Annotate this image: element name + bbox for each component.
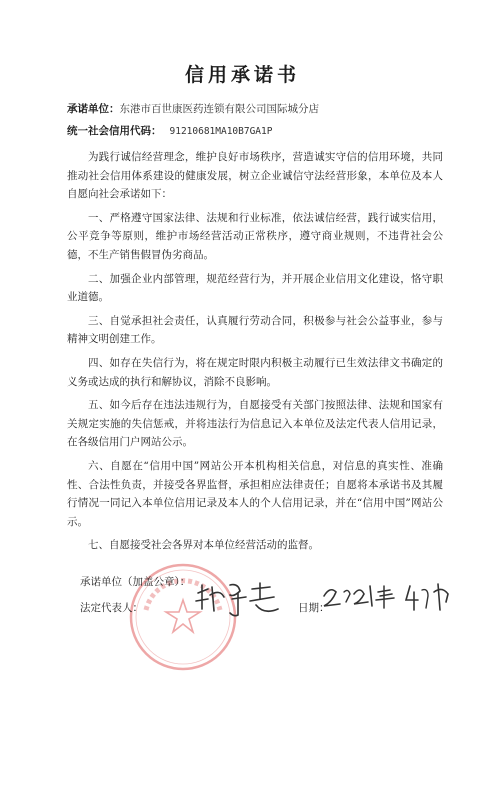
commitment-item-3: 三、自觉承担社会责任，认真履行劳动合同，积极参与社会公益事业，参与精神文明创建工作。 — [67, 314, 443, 346]
promisor-line — [67, 101, 319, 116]
promisor-label: 承诺单位： — [67, 103, 120, 115]
legal-rep-label: 法定代表人： — [80, 602, 143, 614]
commitment-item-7: 七、自愿接受社会各界对本单位经营活动的监督。 — [88, 539, 319, 552]
commitment-item-2: 二、加强企业内部管理，规范经营行为，并开展企业信用文化建设，恪守职业道德。 — [67, 272, 443, 304]
date-label: 日期： — [298, 602, 330, 614]
commitment-item-6: 六、自愿在“信用中国”网站公开本机构相关信息，对信息的真实性、准确性、合法性负责，并接受各界监督，承担相应法律责任；自愿将本承诺书及其履行情况一同记入本单位信用记录及本人的个人信用记录，并在“信用中国”网站公示。 — [67, 459, 443, 528]
handwritten-signature — [190, 575, 300, 625]
credit-code-label: 统一社会信用代码： — [67, 125, 162, 137]
credit-code-value: 91210681MA10B7GA1P — [169, 126, 273, 137]
document-title: 信用承诺书 — [184, 64, 300, 86]
commitment-item-4: 四、如存在失信行为，将在规定时限内积极主动履行已生效法律文书确定的义务或达成的执行和解协议，消除不良影响。 — [67, 356, 443, 388]
handwritten-date — [318, 574, 458, 619]
commitment-item-5: 五、如今后存在违法违规行为，自愿接受有关部门按照法律、法规和国家有关规定实施的失信惩戒，并将违法行为信息记入本单位及法定代表人信用记录，在各级信用门户网站公示。 — [67, 399, 443, 449]
seal-label: 承诺单位（加盖公章）： — [80, 576, 191, 588]
promisor-value: 东港市百世康医药连锁有限公司国际城分店 — [119, 103, 319, 115]
intro-paragraph: 为践行诚信经营理念，维护良好市场秩序，营造诚实守信的信用环境，共同推动社会信用体系建设的健康发展，树立企业诚信守法经营形象，本单位及本人自愿向社会承诺如下： — [67, 151, 443, 201]
commitment-item-1: 一、严格遵守国家法律、法规和行业标准，依法诚信经营，践行诚实信用，公平竞争等原则，维护市场经营活动正常秩序，遵守商业规则，不违背社会公德，不生产销售假冒伪劣商品。 — [67, 211, 443, 261]
commitment-body — [67, 148, 443, 560]
credit-code-line — [67, 123, 272, 138]
